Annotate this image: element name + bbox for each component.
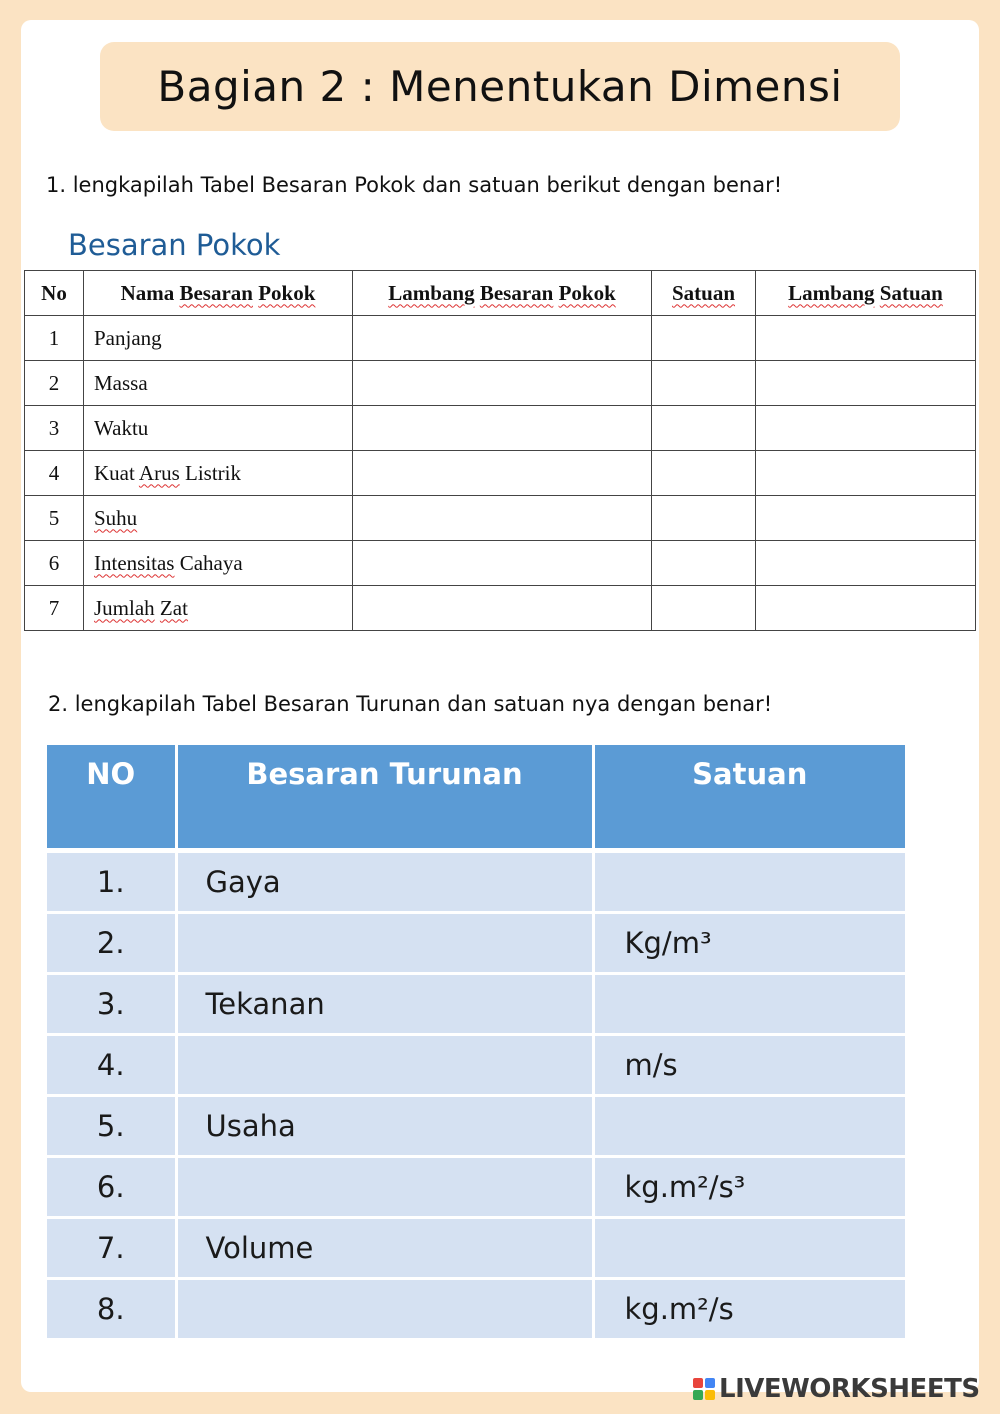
row-number: 5. <box>47 1096 176 1157</box>
word: Panjang <box>94 325 162 350</box>
header-lambang-besaran <box>353 271 652 316</box>
besaran-turunan-cell: Usaha <box>176 1096 593 1157</box>
lambang-besaran-cell[interactable] <box>353 541 652 586</box>
word: Pokok <box>258 280 316 305</box>
besaran-name <box>84 496 353 541</box>
satuan-cell[interactable] <box>593 1218 905 1279</box>
word: Waktu <box>94 415 149 440</box>
besaran-turunan-cell[interactable] <box>176 1279 593 1340</box>
satuan-cell[interactable] <box>652 361 756 406</box>
table-row <box>47 913 905 974</box>
besaran-turunan-cell[interactable] <box>176 913 593 974</box>
word: Cahaya <box>179 550 243 575</box>
table-row <box>47 1218 905 1279</box>
row-number: 4. <box>47 1035 176 1096</box>
satuan-cell[interactable] <box>652 586 756 631</box>
table-row <box>25 361 976 406</box>
word: No <box>41 280 67 305</box>
header-satuan: Satuan <box>593 745 905 851</box>
table-row <box>47 1157 905 1218</box>
lambang-besaran-cell[interactable] <box>353 496 652 541</box>
header-besaran-turunan: Besaran Turunan <box>176 745 593 851</box>
lambang-satuan-cell[interactable] <box>756 451 976 496</box>
row-number: 4 <box>25 451 84 496</box>
besaran-turunan-cell: Volume <box>176 1218 593 1279</box>
table-row <box>47 851 905 913</box>
word: Intensitas <box>94 550 175 575</box>
besaran-turunan-cell: Tekanan <box>176 974 593 1035</box>
satuan-cell[interactable] <box>593 851 905 913</box>
lambang-satuan-cell[interactable] <box>756 361 976 406</box>
header-satuan <box>652 271 756 316</box>
row-number: 3. <box>47 974 176 1035</box>
lambang-besaran-cell[interactable] <box>353 361 652 406</box>
table-row <box>47 1096 905 1157</box>
table-row <box>25 496 976 541</box>
word: Kuat <box>94 460 135 485</box>
lambang-besaran-cell[interactable] <box>353 451 652 496</box>
header-no: NO <box>47 745 176 851</box>
besaran-name <box>84 361 353 406</box>
word: Besaran <box>179 280 253 305</box>
besaran-turunan-cell[interactable] <box>176 1157 593 1218</box>
table-row <box>25 586 976 631</box>
liveworksheets-logo <box>693 1372 980 1406</box>
besaran-pokok-table <box>24 270 976 631</box>
row-number: 7. <box>47 1218 176 1279</box>
satuan-cell[interactable] <box>652 451 756 496</box>
besaran-turunan-table <box>47 745 905 1341</box>
row-number: 7 <box>25 586 84 631</box>
lambang-satuan-cell[interactable] <box>756 496 976 541</box>
satuan-cell[interactable] <box>652 541 756 586</box>
header-lambang-satuan <box>756 271 976 316</box>
title-banner <box>100 42 900 131</box>
logo-icon <box>693 1378 715 1400</box>
satuan-cell: kg.m²/s <box>593 1279 905 1340</box>
table-row <box>47 974 905 1035</box>
word: Listrik <box>185 460 242 485</box>
lambang-satuan-cell[interactable] <box>756 586 976 631</box>
besaran-name <box>84 451 353 496</box>
besaran-name <box>84 406 353 451</box>
lambang-besaran-cell[interactable] <box>353 316 652 361</box>
word: Zat <box>159 595 188 620</box>
lambang-satuan-cell[interactable] <box>756 316 976 361</box>
word: Besaran <box>479 280 554 305</box>
word: Satuan <box>671 280 736 305</box>
header-no <box>25 271 84 316</box>
question-1: 1. lengkapilah Tabel Besaran Pokok dan satuan berikut dengan benar! <box>46 173 783 197</box>
row-number: 2 <box>25 361 84 406</box>
word: Massa <box>94 370 148 395</box>
question-2: 2. lengkapilah Tabel Besaran Turunan dan satuan nya dengan benar! <box>48 692 773 716</box>
row-number: 1. <box>47 851 176 913</box>
word: Lambang <box>788 280 875 305</box>
word: Nama <box>120 280 175 305</box>
besaran-name <box>84 316 353 361</box>
table-row <box>25 451 976 496</box>
satuan-cell[interactable] <box>593 974 905 1035</box>
word: Arus <box>138 460 180 485</box>
table-row <box>47 1279 905 1340</box>
row-number: 2. <box>47 913 176 974</box>
satuan-cell[interactable] <box>652 406 756 451</box>
lambang-besaran-cell[interactable] <box>353 586 652 631</box>
besaran-name <box>84 586 353 631</box>
row-number: 8. <box>47 1279 176 1340</box>
row-number: 6. <box>47 1157 176 1218</box>
lambang-satuan-cell[interactable] <box>756 541 976 586</box>
row-number: 3 <box>25 406 84 451</box>
satuan-cell: m/s <box>593 1035 905 1096</box>
table-header-row <box>25 271 976 316</box>
table-row <box>25 316 976 361</box>
row-number: 5 <box>25 496 84 541</box>
table-row <box>25 541 976 586</box>
word: Satuan <box>879 280 943 305</box>
satuan-cell: Kg/m³ <box>593 913 905 974</box>
table-row <box>47 1035 905 1096</box>
word: Lambang <box>388 280 475 305</box>
table-header-row <box>47 745 905 851</box>
satuan-cell[interactable] <box>652 496 756 541</box>
logo-text: LIVEWORKSHEETS <box>719 1374 980 1404</box>
header-nama-besaran <box>84 271 353 316</box>
row-number: 6 <box>25 541 84 586</box>
satuan-cell[interactable] <box>593 1096 905 1157</box>
lambang-satuan-cell[interactable] <box>756 406 976 451</box>
besaran-turunan-cell[interactable] <box>176 1035 593 1096</box>
section-heading: Besaran Pokok <box>68 228 281 262</box>
satuan-cell: kg.m²/s³ <box>593 1157 905 1218</box>
page-title: Bagian 2 : Menentukan Dimensi <box>157 62 843 111</box>
word: Suhu <box>94 505 138 530</box>
satuan-cell[interactable] <box>652 316 756 361</box>
table-row <box>25 406 976 451</box>
word: Pokok <box>558 280 616 305</box>
row-number: 1 <box>25 316 84 361</box>
word: Jumlah <box>94 595 155 620</box>
besaran-name <box>84 541 353 586</box>
lambang-besaran-cell[interactable] <box>353 406 652 451</box>
besaran-turunan-cell: Gaya <box>176 851 593 913</box>
